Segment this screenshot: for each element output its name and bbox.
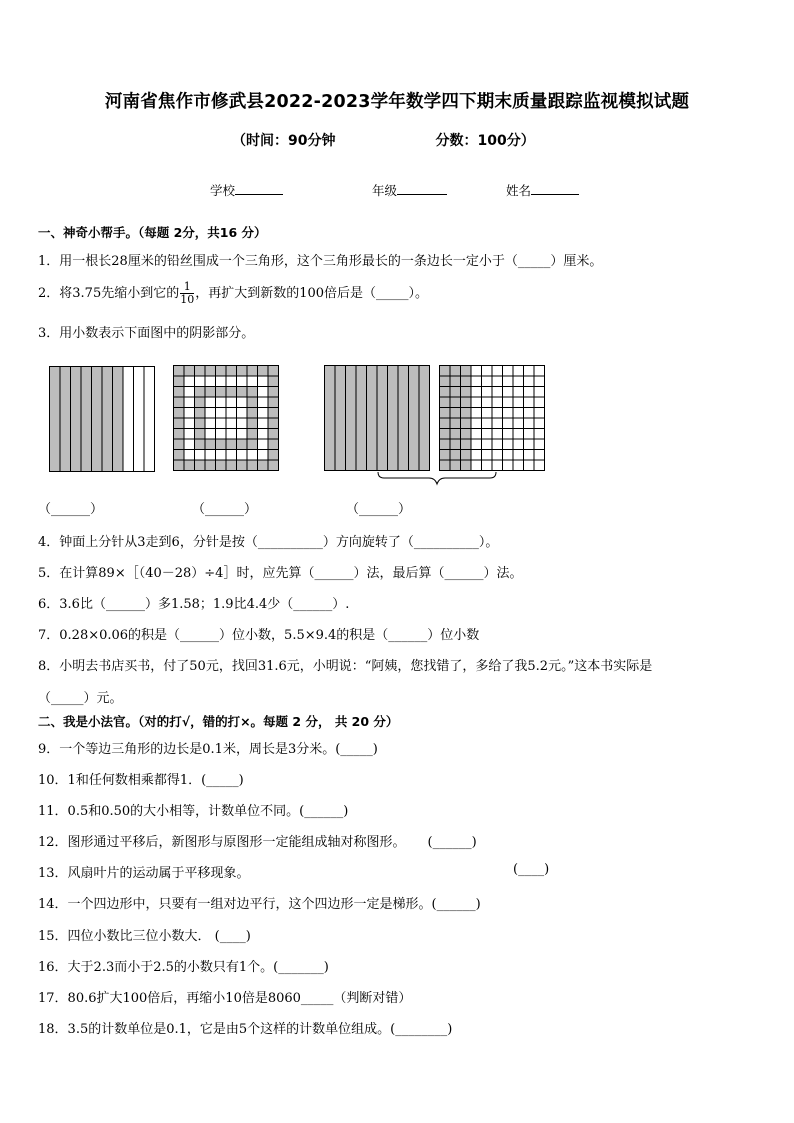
strip-cell <box>71 367 82 472</box>
grid-cell <box>205 450 216 461</box>
grid-cell <box>461 418 472 429</box>
question-13 <box>38 862 250 881</box>
grid-cell <box>471 408 482 419</box>
question-8-line-2: （_____）元。 <box>38 691 123 706</box>
grid-cell <box>450 450 461 461</box>
grid-cell <box>482 366 493 377</box>
grid-cell <box>503 418 514 429</box>
grid-cell <box>184 429 195 440</box>
grid-cell <box>247 418 258 429</box>
fraction-one-tenth <box>180 281 194 306</box>
grid-cell <box>174 450 185 461</box>
answer-blank-fig-1[interactable]: （______） <box>38 502 104 517</box>
grid-cell <box>237 397 248 408</box>
grid-cell <box>184 408 195 419</box>
question-18: 18．3.5的计数单位是0.1，它是由5个这样的计数单位组成。(________) <box>38 1022 453 1037</box>
grid-cell <box>513 397 524 408</box>
grid-cell <box>216 429 227 440</box>
grid-cell <box>268 429 279 440</box>
grid-cell <box>268 366 279 377</box>
name-label: 姓名 <box>506 183 532 198</box>
grid-cell <box>247 408 258 419</box>
question-13-text: 13．风扇叶片的运动属于平移现象。 <box>38 866 250 881</box>
grid-cell <box>258 460 269 471</box>
grid-cell <box>461 450 472 461</box>
grid-cell <box>216 376 227 387</box>
grid-cell <box>471 397 482 408</box>
grid-cell <box>237 408 248 419</box>
grid-cell <box>513 439 524 450</box>
grid-cell <box>534 439 545 450</box>
grid-cell <box>237 439 248 450</box>
grid-cell <box>450 439 461 450</box>
grid-cell <box>513 366 524 377</box>
question-7: 7．0.28×0.06的积是（______）位小数，5.5×9.4的积是（______）位小数 <box>38 628 480 643</box>
strip-cell <box>81 367 92 472</box>
question-2-part-b: ，再扩大到新数的100倍后是（_____）。 <box>195 286 429 301</box>
grid-cell <box>534 429 545 440</box>
grid-cell <box>503 376 514 387</box>
grid-cell <box>205 387 216 398</box>
grid-cell <box>216 450 227 461</box>
grid-cell <box>268 397 279 408</box>
school-field <box>210 181 283 199</box>
grid-cell <box>461 376 472 387</box>
grid-cell <box>237 387 248 398</box>
grid-cell <box>534 450 545 461</box>
grid-cell <box>450 376 461 387</box>
question-15: 15．四位小数比三位小数大． (____) <box>38 929 251 944</box>
grid-cell <box>482 439 493 450</box>
grid-cell <box>534 460 545 471</box>
question-12 <box>38 831 477 850</box>
grid-cell <box>268 387 279 398</box>
question-3: 3．用小数表示下面图中的阴影部分。 <box>38 326 255 341</box>
strip-cell <box>50 367 61 472</box>
strip-cell <box>409 366 420 471</box>
grid-cell <box>258 387 269 398</box>
exam-title: 河南省焦作市修武县2022-2023学年数学四下期末质量跟踪监视模拟试题 <box>104 92 690 112</box>
grid-cell <box>471 387 482 398</box>
grid-cell <box>471 450 482 461</box>
grid-cell <box>205 397 216 408</box>
grid-cell <box>461 387 472 398</box>
grid-cell <box>482 460 493 471</box>
question-5: 5．在计算89×［（40－28）÷4］时，应先算（______）法，最后算（______）法。 <box>38 566 523 581</box>
grid-cell <box>216 439 227 450</box>
grid-cell <box>482 418 493 429</box>
grid-cell <box>226 439 237 450</box>
grid-cell <box>440 397 451 408</box>
grid-cell <box>205 418 216 429</box>
question-12-blank[interactable]: (______) <box>427 835 477 850</box>
grid-cell <box>461 460 472 471</box>
grid-cell <box>440 418 451 429</box>
grid-cell <box>195 408 206 419</box>
question-13-blank[interactable]: (____) <box>513 862 550 877</box>
grid-cell <box>237 376 248 387</box>
grid-cell <box>237 460 248 471</box>
grid-cell <box>492 366 503 377</box>
grid-cell <box>258 408 269 419</box>
question-10: 10．1和任何数相乘都得1．(_____) <box>38 773 244 788</box>
strip-cell <box>60 367 71 472</box>
strip-cell <box>92 367 103 472</box>
grid-cell <box>471 376 482 387</box>
strip-cell <box>367 366 378 471</box>
grid-cell <box>450 460 461 471</box>
grid-cell <box>440 366 451 377</box>
answer-blank-fig-2[interactable]: （______） <box>192 502 258 517</box>
strip-cell <box>377 366 388 471</box>
grid-cell <box>226 418 237 429</box>
grid-cell <box>450 366 461 377</box>
grade-label: 年级 <box>372 183 398 198</box>
grid-cell <box>184 460 195 471</box>
grid-cell <box>450 418 461 429</box>
grid-cell <box>258 366 269 377</box>
name-field <box>506 181 579 199</box>
strip-cell <box>123 367 134 472</box>
grid-cell <box>492 408 503 419</box>
grid-cell <box>247 376 258 387</box>
grid-cell <box>184 439 195 450</box>
grid-cell <box>492 439 503 450</box>
grid-cell <box>268 418 279 429</box>
grid-cell <box>195 429 206 440</box>
grid-cell <box>195 376 206 387</box>
exam-time: （时间：90分钟 <box>232 133 336 149</box>
grid-cell <box>471 439 482 450</box>
grid-cell <box>216 460 227 471</box>
grid-cell <box>268 408 279 419</box>
question-6: 6．3.6比（______）多1.58；1.9比4.4少（______）. <box>38 597 350 612</box>
grid-cell <box>492 387 503 398</box>
grid-cell <box>226 376 237 387</box>
grid-cell <box>513 387 524 398</box>
grid-cell <box>247 439 258 450</box>
grid-cell <box>534 418 545 429</box>
grid-cell <box>226 460 237 471</box>
grid-cell <box>503 387 514 398</box>
question-1: 1．用一根长28厘米的铅丝围成一个三角形，这个三角形最长的一条边长一定小于（_____）厘米。 <box>38 254 603 269</box>
strip-cell <box>102 367 113 472</box>
grid-cell <box>195 397 206 408</box>
question-12-text: 12．图形通过平移后，新图形与原图形一定能组成轴对称图形。 <box>38 835 406 850</box>
grid-cell <box>534 397 545 408</box>
grade-field <box>372 181 447 199</box>
grid-cell <box>482 408 493 419</box>
grid-cell <box>258 429 269 440</box>
grid-cell <box>471 418 482 429</box>
question-2-part-a: 2．将3.75先缩小到它的 <box>38 286 180 301</box>
grid-cell <box>524 376 535 387</box>
grid-cell <box>482 429 493 440</box>
grid-cell <box>440 408 451 419</box>
grid-cell <box>174 366 185 377</box>
strip-cell <box>419 366 430 471</box>
grid-cell <box>482 387 493 398</box>
grid-cell <box>226 397 237 408</box>
grid-cell <box>216 366 227 377</box>
grid-cell <box>258 439 269 450</box>
grid-cell <box>492 429 503 440</box>
grid-cell <box>184 366 195 377</box>
grid-cell <box>247 429 258 440</box>
grid-cell <box>247 450 258 461</box>
curly-brace <box>378 472 496 484</box>
question-4: 4．钟面上分针从3走到6，分针是按（__________）方向旋转了（__________）。 <box>38 535 499 550</box>
strip-cell <box>335 366 346 471</box>
grid-cell <box>237 418 248 429</box>
grid-cell <box>268 450 279 461</box>
grid-cell <box>471 460 482 471</box>
answer-blank-fig-3[interactable]: （______） <box>346 502 412 517</box>
grid-cell <box>503 366 514 377</box>
grid-cell <box>492 397 503 408</box>
question-11: 11．0.5和0.50的大小相等，计数单位不同。(______) <box>38 804 349 819</box>
grid-cell <box>440 439 451 450</box>
grid-cell <box>461 429 472 440</box>
grid-cell <box>174 387 185 398</box>
grid-cell <box>524 450 535 461</box>
question-8-line-1: 8．小明去书店买书，付了50元，找回31.6元，小明说：“阿姨，您找错了，多给了我5.2元。”这本书实际是 <box>38 659 653 674</box>
grid-cell <box>440 450 451 461</box>
grid-cell <box>226 366 237 377</box>
grid-cell <box>524 460 535 471</box>
grid-cell <box>247 460 258 471</box>
grid-cell <box>461 397 472 408</box>
grid-cell <box>482 397 493 408</box>
grid-cell <box>524 408 535 419</box>
grid-cell <box>184 376 195 387</box>
fraction-denominator: 10 <box>180 293 195 306</box>
grid-cell <box>450 408 461 419</box>
grid-cell <box>461 439 472 450</box>
grid-cell <box>258 450 269 461</box>
grid-cell <box>205 460 216 471</box>
grid-cell <box>268 439 279 450</box>
grid-cell <box>524 387 535 398</box>
grid-cell <box>195 460 206 471</box>
grid-cell <box>524 397 535 408</box>
grid-cell <box>247 387 258 398</box>
grid-cell <box>174 439 185 450</box>
school-label: 学校 <box>210 183 236 198</box>
question-9: 9．一个等边三角形的边长是0.1米，周长是3分米。(_____) <box>38 742 378 757</box>
grid-cell <box>174 418 185 429</box>
grid-cell <box>513 418 524 429</box>
exam-score: 分数：100分） <box>435 133 535 149</box>
grid-cell <box>216 387 227 398</box>
grid-cell <box>534 387 545 398</box>
grid-cell <box>174 460 185 471</box>
question-14: 14．一个四边形中，只要有一组对边平行，这个四边形一定是梯形。(______) <box>38 897 481 912</box>
grid-cell <box>524 429 535 440</box>
grid-cell <box>513 429 524 440</box>
grid-cell <box>205 439 216 450</box>
grid-cell <box>195 387 206 398</box>
strip-cell <box>134 367 145 472</box>
figure-strips-1 <box>48 365 158 473</box>
grid-cell <box>524 439 535 450</box>
grid-cell <box>534 366 545 377</box>
grid-cell <box>513 408 524 419</box>
strip-cell <box>398 366 409 471</box>
question-17: 17．80.6扩大100倍后，再缩小10倍是8060_____（判断对错） <box>38 991 412 1006</box>
grid-cell <box>216 408 227 419</box>
grid-cell <box>440 429 451 440</box>
grid-cell <box>492 460 503 471</box>
grid-cell <box>174 408 185 419</box>
grid-cell <box>503 450 514 461</box>
grid-cell <box>534 376 545 387</box>
grid-cell <box>205 408 216 419</box>
grid-cell <box>195 418 206 429</box>
grid-cell <box>237 450 248 461</box>
grid-cell <box>440 460 451 471</box>
grid-cell <box>461 408 472 419</box>
grid-cell <box>513 376 524 387</box>
grid-cell <box>471 366 482 377</box>
grid-cell <box>216 418 227 429</box>
grid-cell <box>450 397 461 408</box>
grid-cell <box>440 387 451 398</box>
grid-cell <box>174 429 185 440</box>
grid-cell <box>174 397 185 408</box>
grid-cell <box>237 429 248 440</box>
grid-cell <box>268 376 279 387</box>
grid-cell <box>184 450 195 461</box>
grid-cell <box>513 460 524 471</box>
grid-cell <box>503 429 514 440</box>
grid-cell <box>205 429 216 440</box>
strip-cell <box>113 367 124 472</box>
grid-cell <box>205 366 216 377</box>
grid-cell <box>450 387 461 398</box>
grid-cell <box>524 418 535 429</box>
grid-cell <box>216 397 227 408</box>
grid-cell <box>268 460 279 471</box>
grid-cell <box>226 429 237 440</box>
grid-cell <box>492 376 503 387</box>
grid-cell <box>503 408 514 419</box>
strip-cell <box>325 366 336 471</box>
grid-cell <box>482 376 493 387</box>
figure-combined-3 <box>323 364 548 489</box>
section-2-heading: 二、我是小法官。（对的打√，错的打×。每题 2 分， 共 20 分） <box>38 714 399 729</box>
strip-cell <box>356 366 367 471</box>
grid-cell <box>513 450 524 461</box>
grid-cell <box>440 376 451 387</box>
figure-grid-2 <box>172 364 282 472</box>
grid-cell <box>184 418 195 429</box>
grid-cell <box>195 366 206 377</box>
section-1-heading: 一、神奇小帮手。（每题 2分，共16 分） <box>38 225 267 240</box>
grid-cell <box>226 450 237 461</box>
exam-subtitle <box>232 130 535 150</box>
grid-cell <box>184 397 195 408</box>
grid-cell <box>461 366 472 377</box>
grid-cell <box>258 397 269 408</box>
grid-cell <box>184 387 195 398</box>
grid-cell <box>174 376 185 387</box>
grid-cell <box>258 376 269 387</box>
strip-cell <box>388 366 399 471</box>
grid-cell <box>492 450 503 461</box>
grid-cell <box>195 439 206 450</box>
grid-cell <box>226 387 237 398</box>
grid-cell <box>247 366 258 377</box>
grid-cell <box>226 408 237 419</box>
grid-cell <box>237 366 248 377</box>
grid-cell <box>534 408 545 419</box>
grid-cell <box>450 429 461 440</box>
fraction-numerator: 1 <box>180 281 194 294</box>
grid-cell <box>195 450 206 461</box>
grid-cell <box>524 366 535 377</box>
grid-cell <box>471 429 482 440</box>
question-2 <box>38 281 428 306</box>
grid-cell <box>503 460 514 471</box>
grid-cell <box>482 450 493 461</box>
question-16: 16．大于2.3而小于2.5的小数只有1个。(_______) <box>38 960 329 975</box>
grid-cell <box>258 418 269 429</box>
strip-cell <box>144 367 155 472</box>
grid-cell <box>247 397 258 408</box>
grid-cell <box>492 418 503 429</box>
grid-cell <box>503 397 514 408</box>
grid-cell <box>205 376 216 387</box>
strip-cell <box>346 366 357 471</box>
grid-cell <box>503 439 514 450</box>
